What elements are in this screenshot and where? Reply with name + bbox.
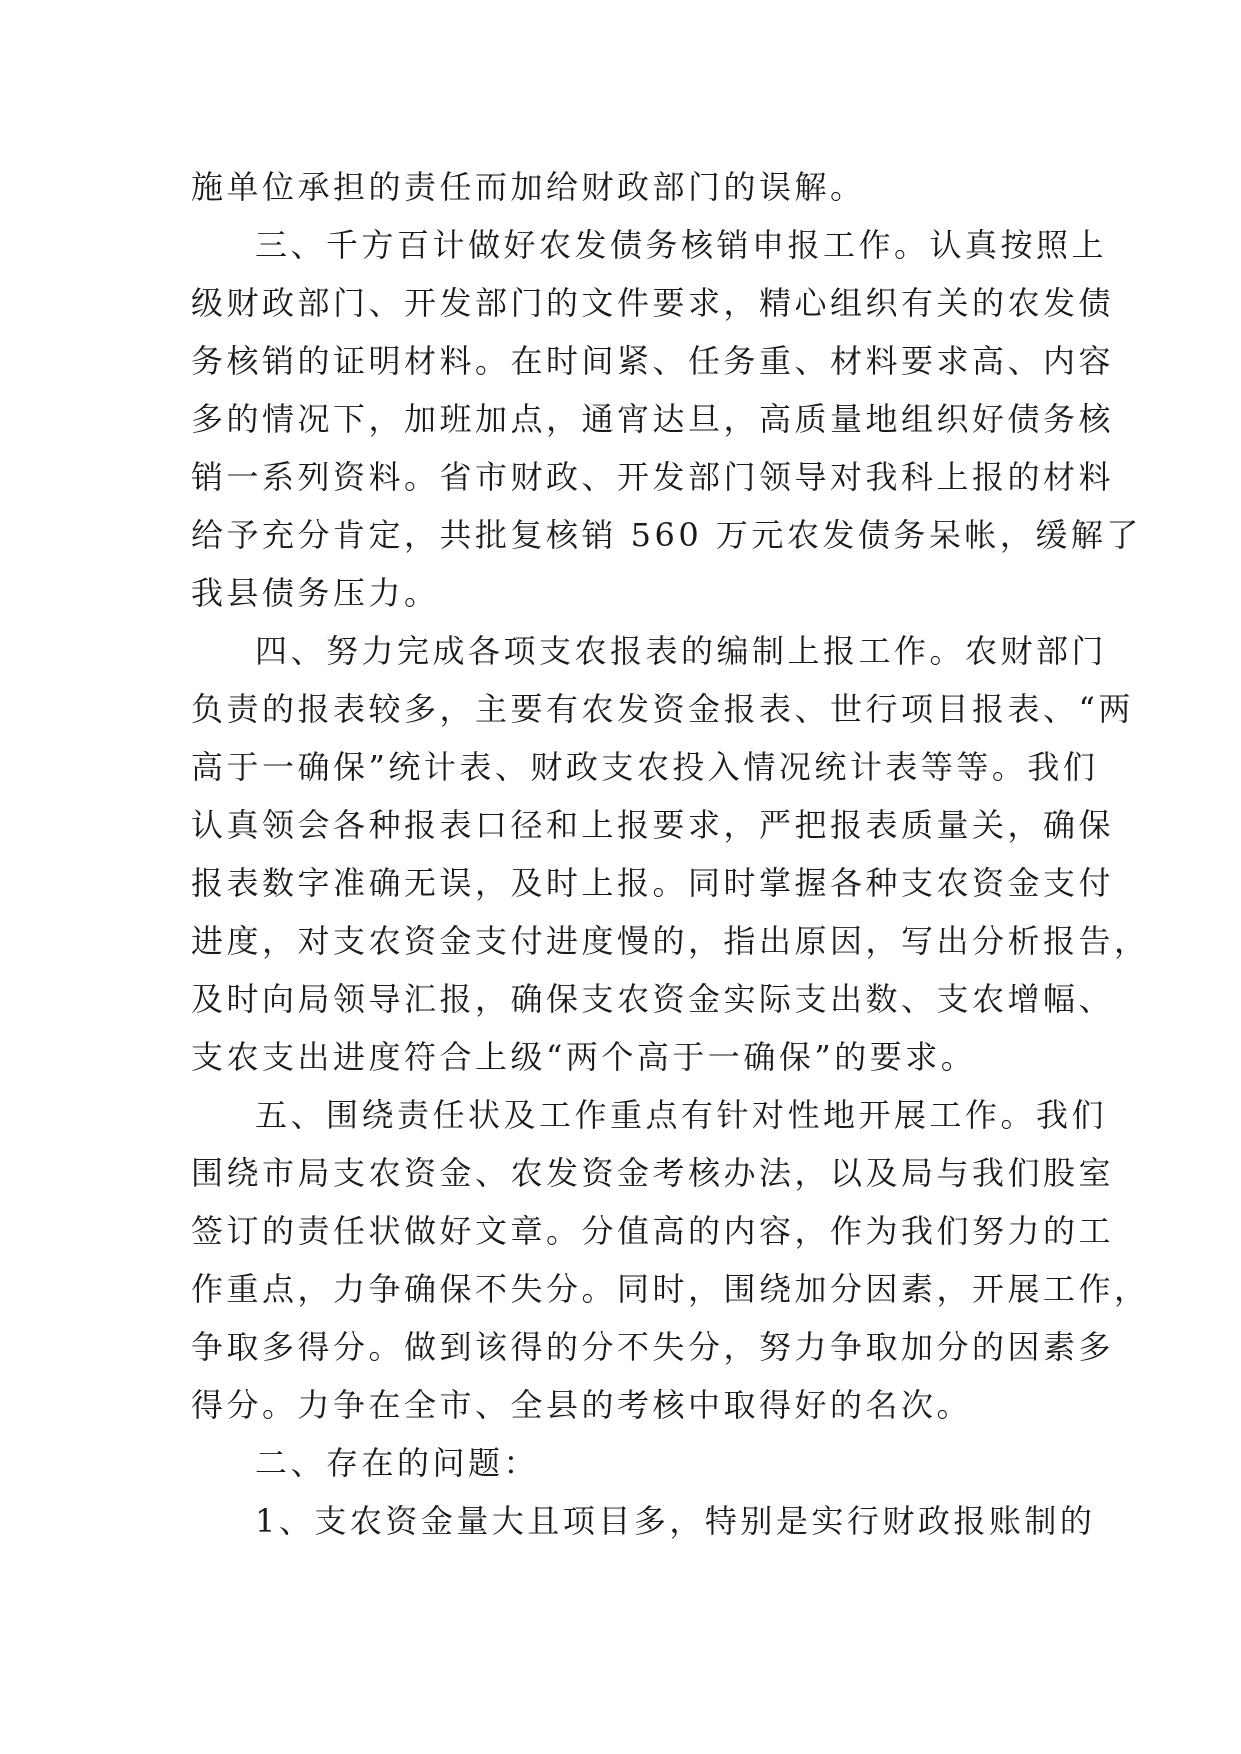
paragraph-heading-five: 五、围绕责任状及工作重点有针对性地开展工作。我们 [255, 1096, 1108, 1134]
text-line: 销一系列资料。省市财政、开发部门领导对我科上报的材料 [191, 458, 1115, 496]
text-line: 签订的责任状做好文章。分值高的内容，作为我们努力的工 [191, 1212, 1115, 1250]
paragraph-heading-three: 三、千方百计做好农发债务核销申报工作。认真按照上 [255, 226, 1108, 264]
text-line: 我县债务压力。 [191, 574, 440, 612]
text-line: 务核销的证明材料。在时间紧、任务重、材料要求高、内容 [191, 342, 1115, 380]
text-line: 施单位承担的责任而加给财政部门的误解。 [191, 168, 866, 206]
document-body [191, 158, 1150, 1550]
text-line: 及时向局领导汇报，确保支农资金实际支出数、支农增幅、 [191, 980, 1115, 1018]
text-line: 给予充分肯定，共批复核销 560 万元农发债务呆帐，缓解了 [191, 516, 1142, 554]
text-line: 进度，对支农资金支付进度慢的，指出原因，写出分析报告， [191, 922, 1150, 960]
text-line: 认真领会各种报表口径和上报要求，严把报表质量关，确保 [191, 806, 1115, 844]
list-item-1: 1、支农资金量大且项目多，特别是实行财政报账制的 [255, 1502, 1096, 1540]
text-line: 围绕市局支农资金、农发资金考核办法，以及局与我们股室 [191, 1154, 1115, 1192]
text-line: 高于一确保”统计表、财政支农投入情况统计表等等。我们 [191, 748, 1099, 786]
text-line: 多的情况下，加班加点，通宵达旦，高质量地组织好债务核 [191, 400, 1115, 438]
text-line: 负责的报表较多，主要有农发资金报表、世行项目报表、“两 [191, 690, 1134, 728]
text-line: 作重点，力争确保不失分。同时，围绕加分因素，开展工作， [191, 1270, 1150, 1308]
text-line: 级财政部门、开发部门的文件要求，精心组织有关的农发债 [191, 284, 1115, 322]
text-line: 支农支出进度符合上级“两个高于一确保”的要求。 [191, 1038, 977, 1076]
section-heading-problems: 二、存在的问题： [255, 1444, 540, 1482]
text-line: 争取多得分。做到该得的分不失分，努力争取加分的因素多 [191, 1328, 1115, 1366]
text-line: 得分。力争在全市、全县的考核中取得好的名次。 [191, 1386, 973, 1424]
paragraph-heading-four: 四、努力完成各项支农报表的编制上报工作。农财部门 [255, 632, 1108, 670]
text-line: 报表数字准确无误，及时上报。同时掌握各种支农资金支付 [191, 864, 1115, 902]
